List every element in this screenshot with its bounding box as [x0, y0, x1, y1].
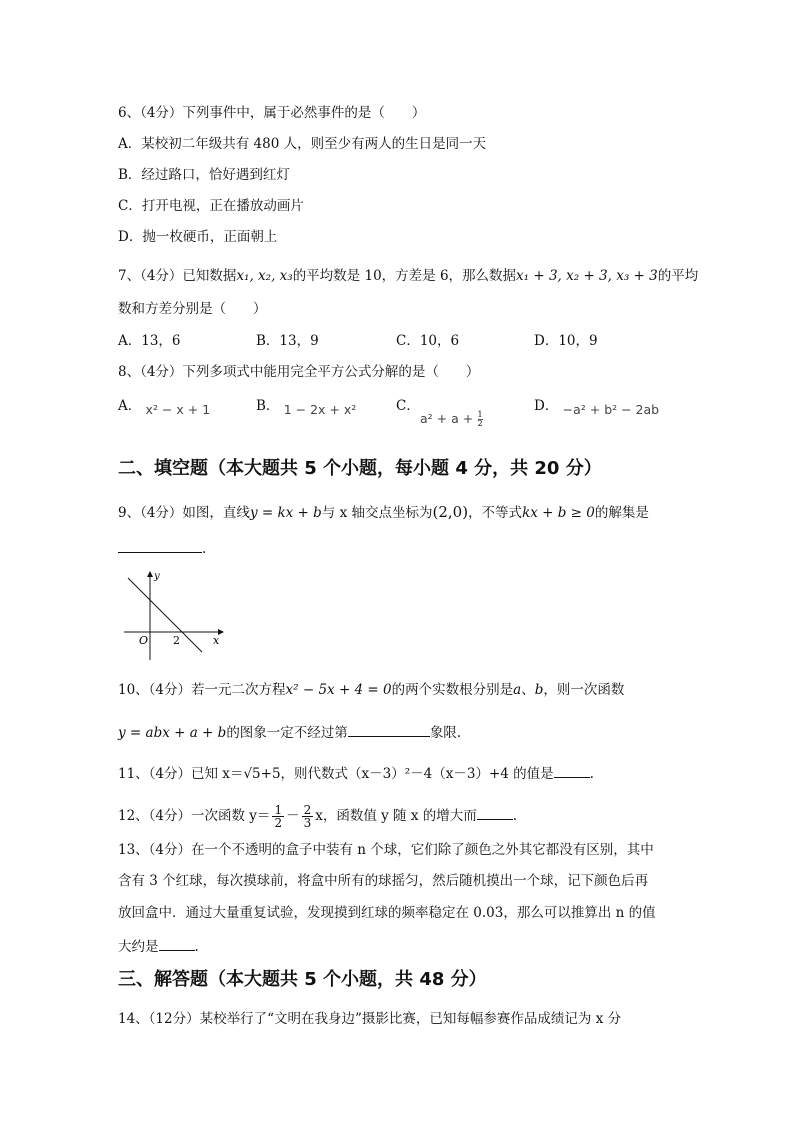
q12-stem	[118, 802, 517, 830]
q7-option-c: C．10，6	[396, 333, 460, 349]
q10-stem-line2	[118, 722, 461, 742]
q6-stem: 6、（4分）下列事件中，属于必然事件的是（ ）	[118, 105, 426, 121]
q12-f1-num: 1	[274, 803, 283, 817]
q8-c-label: C．	[396, 398, 420, 414]
q8-a-expr: x² − x + 1	[145, 402, 211, 417]
section-3-heading: 三、解答题（本大题共 5 个小题，共 48 分）	[118, 969, 487, 990]
q6-option-c: C．打开电视，正在播放动画片	[118, 198, 304, 214]
q8-d-label: D．	[534, 398, 559, 414]
q10-root-a: a	[513, 682, 522, 698]
q11-answer-blank	[554, 763, 590, 778]
q9-line-eq: y = kx + b	[249, 505, 322, 521]
q11-stem	[118, 763, 594, 783]
q8-c-frac-den: 2	[477, 419, 483, 428]
q8-option-a	[118, 397, 210, 415]
q10-prefix: 10、（4分）若一元二次方程	[118, 682, 286, 698]
q9-answer-line	[118, 538, 206, 558]
q9-y-arrow	[147, 571, 153, 577]
q12-minus: －	[286, 808, 300, 824]
q6-option-a: A．某校初二年级共有 480 人，则至少有两人的生日是同一天	[118, 136, 487, 152]
q9-x-label: x	[213, 634, 220, 647]
q7-data: x₁, x₂, x₃	[236, 268, 293, 284]
q12-f2-num: 2	[303, 803, 312, 817]
q9-suffix: 的解集是	[594, 505, 649, 521]
q8-b-expr: 1 − 2x + x²	[283, 402, 357, 417]
q9-end: .	[202, 541, 207, 557]
q8-option-c	[396, 397, 420, 415]
q13-l4: 大约是	[118, 939, 159, 955]
q9-mid: 与 x 轴交点坐标为	[321, 505, 433, 521]
q9-y-label: y	[154, 571, 160, 582]
q8-option-d	[534, 397, 659, 415]
q12-rest: x，函数值 y 随 x 的增大而	[315, 808, 477, 824]
q10-suffix: ，则一次函数	[543, 682, 625, 698]
q12-f1-den: 2	[274, 816, 283, 830]
q9-stem	[118, 503, 649, 522]
q7-suffix: 的平均	[657, 268, 699, 284]
q9-inequality: kx + b ≥ 0	[522, 505, 595, 521]
q13-answer-blank	[159, 936, 195, 951]
q7-stem-line1	[118, 267, 698, 285]
q9-prefix: 9、（4分）如图，直线	[118, 505, 250, 521]
q11-prefix: 11、（4分）已知 x＝	[118, 766, 244, 782]
q8-c-expression	[420, 410, 483, 428]
q6-option-b: B．经过路口，恰好遇到红灯	[118, 167, 290, 183]
q9-graph	[118, 568, 228, 664]
q13-line3: 放回盒中．通过大量重复试验，发现摸到红球的频率稳定在 0.03，那么可以推算出 n 的值	[118, 905, 656, 921]
q12-end: .	[512, 808, 518, 824]
q12-f2-den: 3	[303, 816, 312, 830]
q13-line1: 13、（4分）在一个不透明的盒子中装有 n 个球，它们除了颜色之外其它都没有区别，其中	[118, 842, 654, 858]
q9-point: (2,0)	[432, 503, 469, 521]
q13-end: .	[194, 939, 199, 955]
q10-stem-line1	[118, 681, 624, 699]
q10-answer-blank	[348, 722, 430, 737]
q7-prefix: 7、（4分）已知数据	[118, 268, 237, 284]
q7-option-d: D．10，9	[534, 333, 598, 349]
q9-mid2: ，不等式	[468, 505, 523, 521]
q10-end: 象限.	[429, 725, 462, 741]
q10-mid: 的两个实数根分别是	[391, 682, 514, 698]
q8-stem: 8、（4分）下列多项式中能用完全平方公式分解的是（ ）	[118, 364, 480, 380]
q9-origin-label: O	[139, 634, 149, 647]
q14-stem: 14、（12分）某校举行了“文明在我身边”摄影比赛，已知每幅参赛作品成绩记为 x 分	[118, 1011, 622, 1027]
q10-function: y = abx + a + b	[118, 725, 227, 741]
q10-root-b: b	[534, 682, 544, 698]
q8-c-expr: a² + a +	[420, 411, 474, 426]
section-2-heading: 二、填空题（本大题共 5 个小题，每小题 4 分，共 20 分）	[118, 458, 602, 479]
q12-fraction-1	[272, 804, 284, 829]
q8-a-label: A．	[118, 398, 142, 414]
q8-option-b	[256, 397, 356, 415]
q7-mid: 的平均数是 10，方差是 6，那么数据	[292, 268, 517, 284]
q10-equation: x² − 5x + 4 = 0	[285, 682, 392, 698]
q12-answer-blank	[477, 805, 513, 820]
q10-sep: 、	[521, 682, 535, 698]
q11-rest: +5，则代数式（x－3）²－4（x－3）+4 的值是	[260, 766, 554, 782]
q7-stem-line2: 数和方差分别是（ ）	[118, 301, 267, 317]
q8-b-label: B．	[256, 398, 280, 414]
q7-data2: x₁ + 3, x₂ + 3, x₃ + 3	[516, 268, 658, 284]
q6-option-d: D．抛一枚硬币，正面朝上	[118, 229, 278, 245]
q12-fraction-2	[302, 804, 314, 829]
q10-line2: 的图象一定不经过第	[226, 725, 348, 741]
q9-tick-label: 2	[173, 634, 180, 647]
q7-option-b: B．13，9	[256, 333, 319, 349]
q7-option-a: A．13，6	[118, 333, 181, 349]
q12-prefix: 12、（4分）一次函数 y＝	[118, 808, 271, 824]
q11-sqrt: √5	[243, 766, 261, 782]
q8-c-frac-num: 1	[477, 410, 483, 419]
q13-line2: 含有 3 个红球，每次摸球前，将盒中所有的球摇匀，然后随机摸出一个球，记下颜色后再	[118, 873, 649, 889]
q8-d-expr: −a² + b² − 2ab	[562, 402, 660, 417]
q9-answer-blank	[118, 538, 202, 553]
q13-line4	[118, 936, 199, 956]
q8-c-fraction	[478, 411, 483, 428]
q11-end: .	[589, 766, 594, 782]
